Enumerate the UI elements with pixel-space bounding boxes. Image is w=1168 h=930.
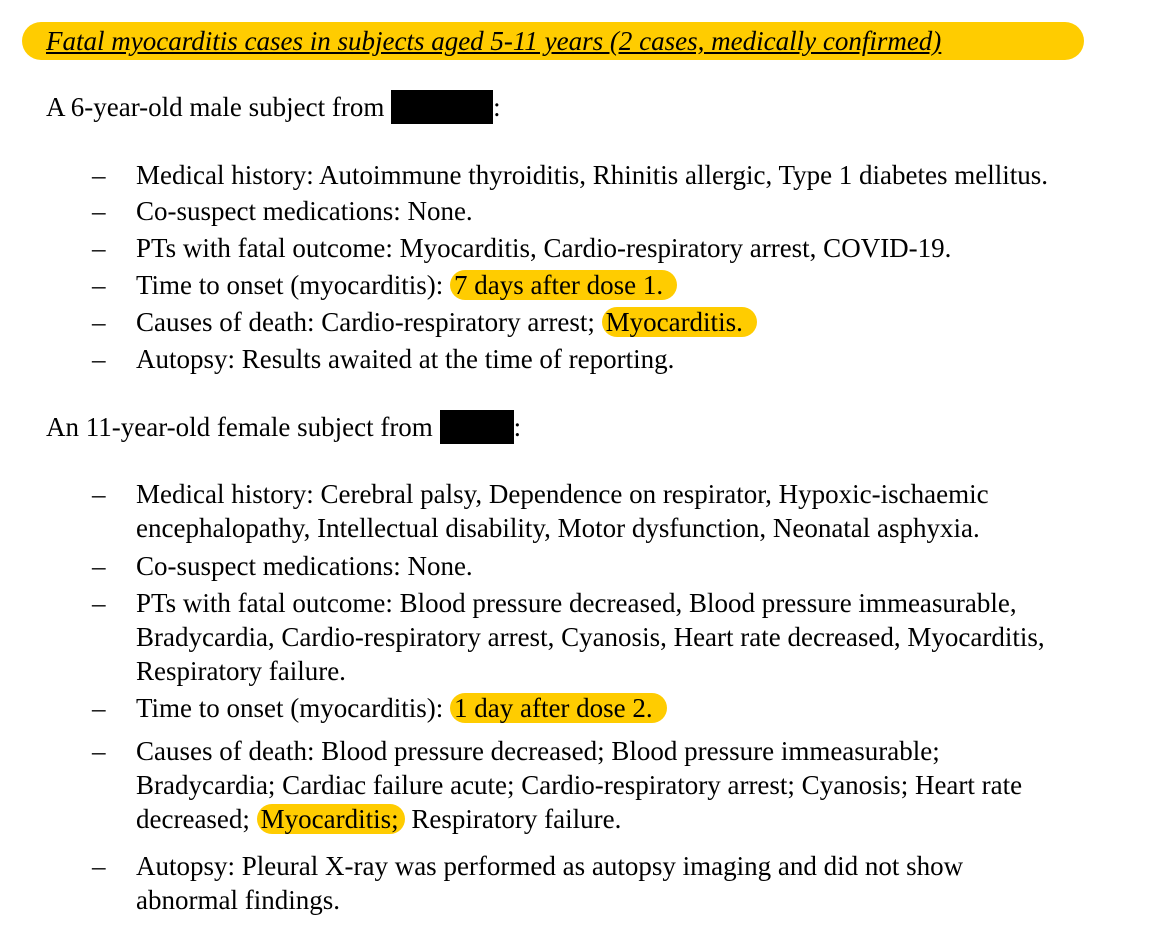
bullet-dash: – [92,344,106,374]
case2-onset-label: Time to onset (myocarditis): [136,693,444,723]
case2-medical-history-line1: Medical history: Cerebral palsy, Dependence on respirator, Hypoxic-ischaemic [136,479,989,509]
case1-causes-text: Causes of death: Cardio-respiratory arrest; [136,307,595,337]
case1-causes-line [136,305,1162,339]
bullet-dash: – [92,160,106,190]
case1-autopsy-text: Autopsy: Results awaited at the time of reporting. [136,344,675,374]
case2-causes-line2: Bradycardia; Cardiac failure acute; Cardio-respiratory arrest; Cyanosis; Heart rate [136,770,1023,800]
case1-onset-line [136,268,1162,302]
case2-medical-history-text [136,477,1162,545]
case2-pts-fatal-line1: PTs with fatal outcome: Blood pressure decreased, Blood pressure immeasurable, [136,588,1017,618]
case2-medical-history-line2: encephalopathy, Intellectual disability, Motor dysfunction, Neonatal asphyxia. [136,513,980,543]
case1-medical-history-text: Medical history: Autoimmune thyroiditis, Rhinitis allergic, Type 1 diabetes mellitus. [136,160,1049,190]
case2-causes-line3-prefix: decreased; [136,804,250,834]
case1-pts-fatal-text: PTs with fatal outcome: Myocarditis, Cardio-respiratory arrest, COVID-19. [136,233,952,263]
case2-intro-text: An 11-year-old female subject from [46,412,433,442]
case2-pts-fatal-text [136,586,1162,688]
case2-pts-fatal-line2: Bradycardia, Cardio-respiratory arrest, Cyanosis, Heart rate decreased, Myocarditis, [136,622,1045,652]
redacted-location [440,410,514,444]
bullet-dash: – [92,270,106,300]
case1-onset-label: Time to onset (myocarditis): [136,270,444,300]
bullet-dash: – [92,588,106,618]
document-title: Fatal myocarditis cases in subjects aged 5-11 years (2 cases, medically confirmed) [46,26,942,56]
bullet-dash: – [92,693,106,723]
case2-co-suspect-text: Co-suspect medications: None. [136,551,473,581]
case2-autopsy-line2: abnormal findings. [136,885,340,915]
case2-intro-colon: : [513,412,522,442]
bullet-dash: – [92,551,106,581]
case1-causes-highlight: Myocarditis. [602,307,757,337]
case2-autopsy-text [136,849,1162,917]
case1-intro-colon: : [493,92,501,122]
case2-causes-highlight: Myocarditis; [257,804,405,834]
redacted-location [391,90,493,124]
bullet-dash: – [92,479,106,509]
bullet-dash: – [92,307,106,337]
case1-onset-value: 7 days after dose 1. [450,270,677,300]
case1-intro-text: A 6-year-old male subject from [46,92,385,122]
case2-onset-line [136,691,1162,725]
case2-autopsy-line1: Autopsy: Pleural X-ray was performed as autopsy imaging and did not show [136,851,964,881]
case2-pts-fatal-line3: Respiratory failure. [136,656,346,686]
bullet-dash: – [92,851,106,881]
case2-causes-line3-suffix: Respiratory failure. [411,804,622,834]
bullet-dash: – [92,736,106,766]
case1-co-suspect-text: Co-suspect medications: None. [136,196,473,226]
case2-intro [46,410,521,444]
case2-causes-line1: Causes of death: Blood pressure decreased; Blood pressure immeasurable; [136,736,940,766]
bullet-dash: – [92,196,106,226]
case2-causes-text [136,734,1162,836]
bullet-dash: – [92,233,106,263]
case1-intro [46,90,501,124]
case2-onset-value: 1 day after dose 2. [450,693,667,723]
